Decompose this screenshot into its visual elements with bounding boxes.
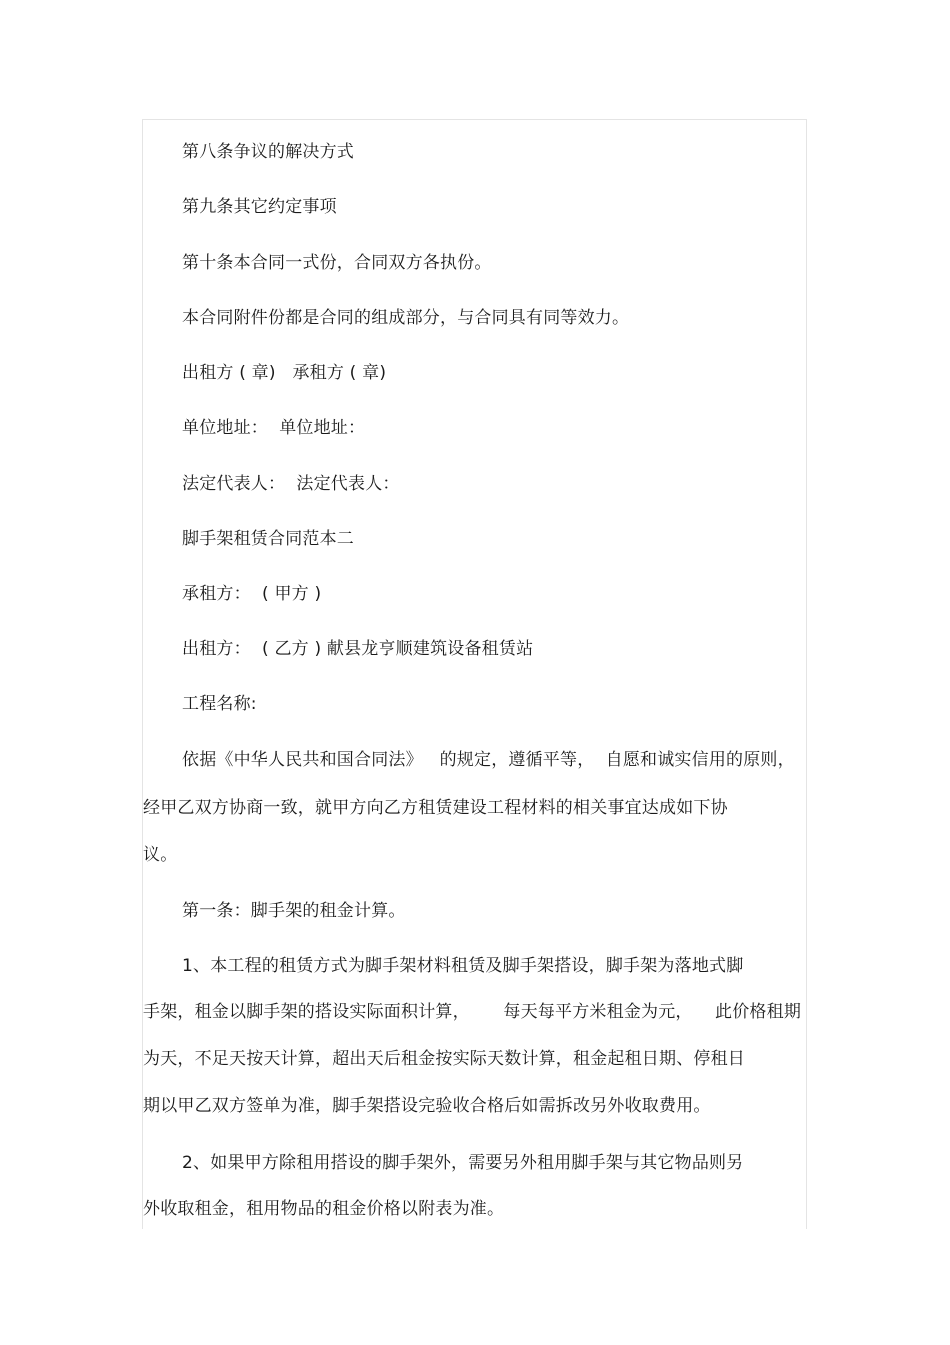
lessor-line: 出租方： ( 乙方 ) 献县龙亨顺建筑设备租赁站 — [182, 639, 534, 659]
template-2-title: 脚手架租赁合同范本二 — [182, 529, 354, 549]
clause-2-line-1: 2、如果甲方除租用搭设的脚手架外，需要另外租用脚手架与其它物品则另 — [182, 1153, 744, 1173]
preamble-line-3: 议。 — [143, 845, 178, 865]
attachment-clause: 本合同附件份都是合同的组成部分，与合同具有同等效力。 — [182, 308, 630, 328]
clause-1-line-4: 期以甲乙双方签单为准，脚手架搭设完验收合格后如需拆改另外收取费用。 — [143, 1096, 711, 1116]
article-1-heading: 第一条：脚手架的租金计算。 — [182, 901, 406, 921]
preamble-line-1: 依据《中华人民共和国合同法》 的规定，遵循平等， 自愿和诚实信用的原则， — [182, 750, 795, 770]
article-9-heading: 第九条其它约定事项 — [182, 197, 337, 217]
project-name-line: 工程名称: — [182, 694, 257, 714]
article-10-text: 第十条本合同一式份，合同双方各执份。 — [182, 253, 492, 273]
preamble-line-2: 经甲乙双方协商一致，就甲方向乙方租赁建设工程材料的相关事宜达成如下协 — [143, 798, 728, 818]
signature-parties: 出租方 ( 章) 承租方 ( 章) — [182, 363, 387, 383]
article-8-heading: 第八条争议的解决方式 — [182, 142, 354, 162]
clause-1-line-3: 为天，不足天按天计算，超出天后租金按实际天数计算，租金起租日期、停租日 — [143, 1049, 745, 1069]
lessee-line: 承租方： ( 甲方 ) — [182, 584, 322, 604]
clause-1-line-1: 1、本工程的租赁方式为脚手架材料租赁及脚手架搭设，脚手架为落地式脚 — [182, 956, 744, 976]
clause-2-line-2: 外收取租金，租用物品的租金价格以附表为准。 — [143, 1199, 505, 1219]
clause-1-line-2: 手架，租金以脚手架的搭设实际面积计算， 每天每平方米租金为元， 此价格租期 — [143, 1002, 802, 1022]
unit-address-line: 单位地址： 单位地址： — [182, 418, 366, 438]
legal-representative-line: 法定代表人： 法定代表人： — [182, 474, 400, 494]
